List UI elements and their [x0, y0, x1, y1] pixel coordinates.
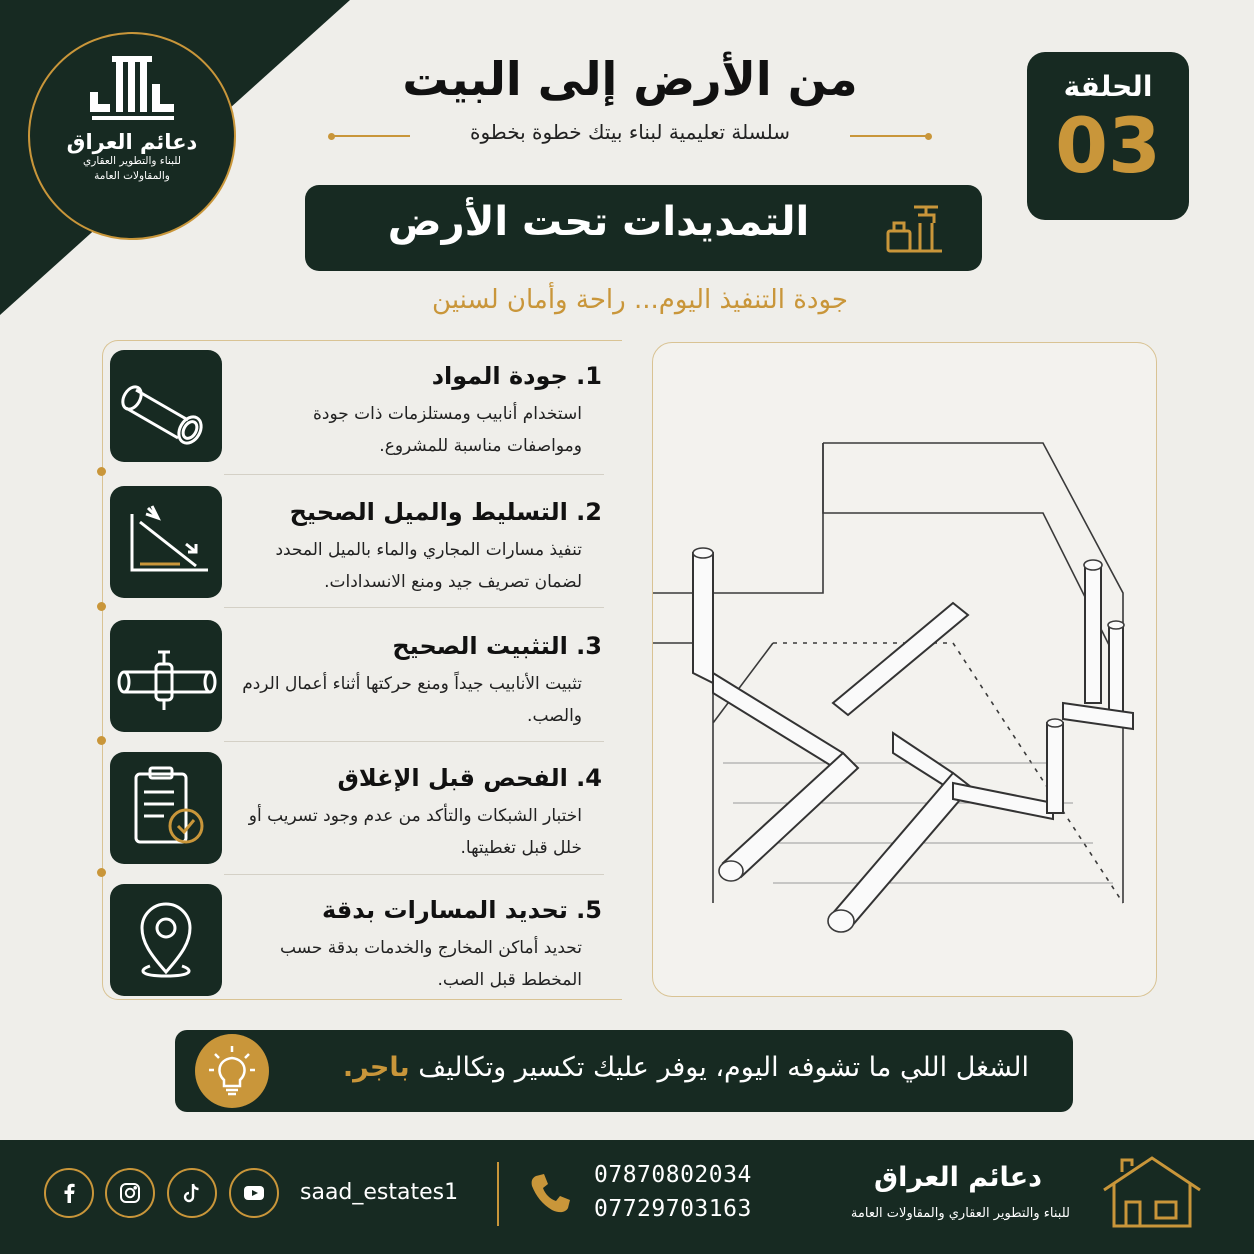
trench-pipes-illustration: [652, 342, 1157, 997]
step-description: تحديد أماكن المخارج والخدمات بدقة حسب المخطط قبل الصب.: [280, 938, 582, 990]
logo-subtitle-line-1: للبناء والتطوير العقاري: [83, 155, 181, 167]
step-icon-box: [110, 486, 222, 598]
step-1: [110, 350, 610, 464]
step-description: استخدام أنابيب ومستلزمات ذات جودة ومواصفات مناسبة للمشروع.: [312, 404, 582, 456]
step-description: اختبار الشبكات والتأكد من عدم وجود تسريب أو خلل قبل تغطيتها.: [248, 806, 582, 858]
phone-number-1[interactable]: 07870802034: [594, 1162, 752, 1188]
step-title: 5. تحديد المسارات بدقة: [322, 896, 602, 924]
logo-mark-icon: [82, 54, 182, 124]
instagram-icon[interactable]: [105, 1168, 155, 1218]
frame-bullet: [97, 868, 106, 877]
step-icon-box: [110, 752, 222, 864]
step-description: تنفيذ مسارات المجاري والماء بالميل المحدد لضمان تصريف جيد ومنع الانسدادات.: [275, 540, 582, 592]
footer-separator: [497, 1162, 499, 1226]
tip-accent-text: باجر.: [342, 1052, 410, 1083]
step-divider: [224, 607, 604, 608]
step-title: 1. جودة المواد: [431, 362, 602, 390]
slope-icon: [110, 486, 222, 598]
plumbing-tools-icon: [884, 201, 946, 257]
frame-bullet: [97, 602, 106, 611]
social-handle[interactable]: saad_estates1: [300, 1180, 459, 1205]
tagline: جودة التنفيذ اليوم... راحة وأمان لسنين: [432, 285, 848, 315]
step-divider: [224, 474, 604, 475]
step-title: 4. الفحص قبل الإغلاق: [337, 764, 602, 792]
pipe-clamp-icon: [110, 620, 222, 732]
decorative-rule-left: [330, 135, 410, 137]
step-icon-box: [110, 350, 222, 462]
location-pin-icon: [110, 884, 222, 996]
step-icon-box: [110, 884, 222, 996]
footer: [0, 1140, 1254, 1254]
step-2: [110, 486, 610, 600]
tip-text: [343, 1052, 1029, 1083]
step-title: 3. التثبيت الصحيح: [392, 632, 602, 660]
step-5: [110, 884, 610, 998]
decorative-rule-right: [850, 135, 930, 137]
youtube-icon[interactable]: [229, 1168, 279, 1218]
footer-brand-subtitle: للبناء والتطوير العقاري والمقاولات العامة: [850, 1206, 1070, 1221]
logo-brand-name: دعائم العراق: [66, 130, 198, 154]
subtitle-row: [330, 120, 930, 150]
phone-number-2[interactable]: 07729703163: [594, 1196, 752, 1222]
frame-bullet: [97, 736, 106, 745]
house-logo-icon: [1100, 1154, 1204, 1230]
page-subtitle: سلسلة تعليمية لبناء بيتك خطوة بخطوة: [470, 120, 790, 144]
step-3: [110, 620, 610, 734]
footer-brand-name: دعائم العراق: [874, 1162, 1042, 1193]
step-4: [110, 752, 610, 866]
episode-number: 03: [1055, 101, 1161, 190]
step-title: 2. التسليط والميل الصحيح: [289, 498, 602, 526]
pipe-icon: [110, 350, 222, 462]
step-description: تثبيت الأنابيب جيداً ومنع حركتها أثناء أعمال الردم والصب.: [242, 674, 582, 726]
lightbulb-icon: [195, 1034, 269, 1108]
logo-subtitle-line-2: والمقاولات العامة: [94, 170, 170, 182]
topic-title: التمديدات تحت الأرض: [387, 199, 810, 245]
phone-icon: [526, 1170, 574, 1218]
step-divider: [224, 741, 604, 742]
tip-bulb-badge: [195, 1034, 269, 1108]
page-title: من الأرض إلى البيت: [402, 52, 858, 106]
frame-bullet: [97, 467, 106, 476]
topic-banner: [305, 185, 982, 271]
facebook-icon[interactable]: [44, 1168, 94, 1218]
checklist-icon: [110, 752, 222, 864]
brand-logo: [28, 32, 236, 240]
tip-banner: [175, 1030, 1073, 1112]
episode-badge: [1027, 52, 1189, 220]
step-icon-box: [110, 620, 222, 732]
tiktok-icon[interactable]: [167, 1168, 217, 1218]
step-divider: [224, 874, 604, 875]
episode-label: الحلقة: [1063, 70, 1153, 103]
tip-main-text: الشغل اللي ما تشوفه اليوم، يوفر عليك تكسير وتكاليف: [418, 1052, 1029, 1083]
